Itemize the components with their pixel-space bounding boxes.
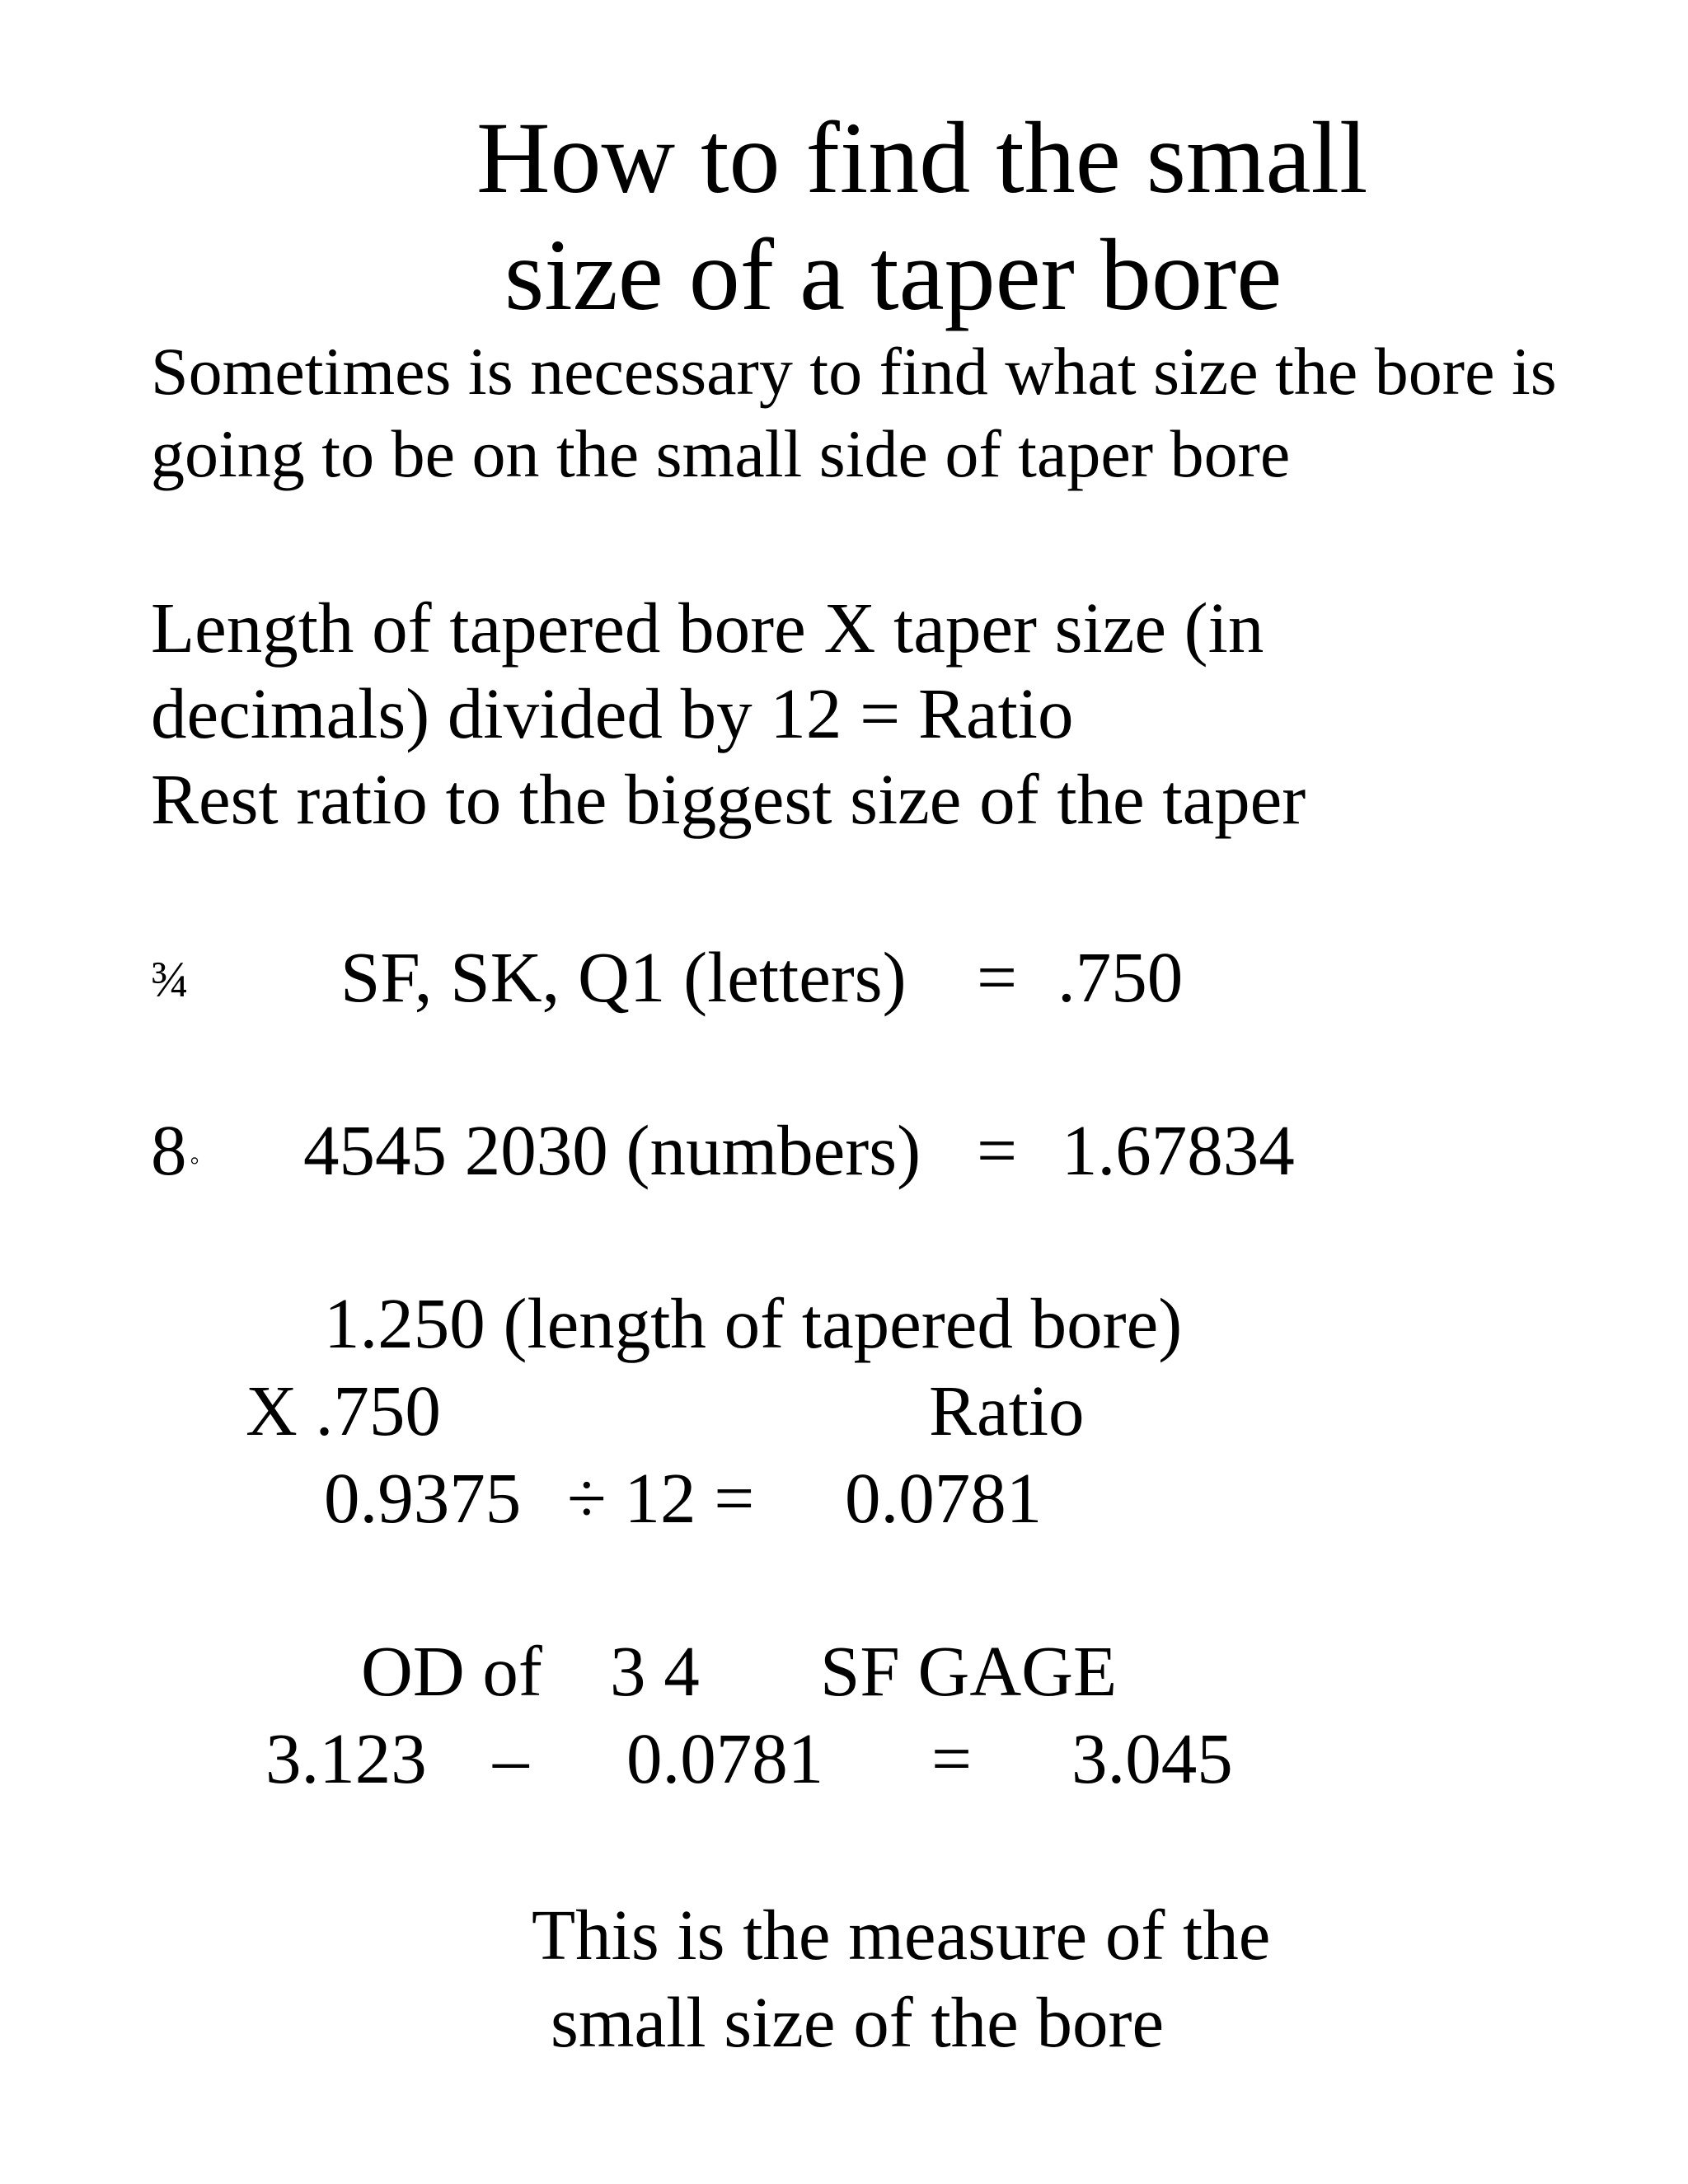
example-multiplier: X .750	[246, 1371, 441, 1451]
taper-row-2-series: 4545 2030 (numbers)	[303, 1110, 921, 1190]
page-title-line-2: size of a taper bore	[504, 218, 1282, 331]
degree-mark: ◦	[190, 1146, 200, 1176]
gage-result: 3.045	[1071, 1718, 1233, 1798]
page-title-line-1: How to find the small	[476, 101, 1368, 214]
taper-row-1-value: .750	[1057, 937, 1184, 1017]
formula-line-2: decimals) divided by 12 = Ratio	[151, 673, 1074, 753]
intro-line-2: going to be on the small side of taper bore	[151, 416, 1291, 491]
taper-row-2-value: 1.67834	[1062, 1110, 1295, 1190]
gage-od-label: OD of	[361, 1631, 542, 1711]
gage-od-value: 3.123	[265, 1718, 427, 1798]
taper-row-1-equals: =	[977, 937, 1018, 1017]
taper-row-2-taper: 8	[151, 1110, 187, 1190]
example-ratio-value: 0.0781	[845, 1458, 1043, 1538]
gage-equals: =	[931, 1718, 973, 1798]
gage-ratio-value: 0.0781	[626, 1718, 824, 1798]
taper-row-2-equals: =	[977, 1110, 1018, 1190]
formula-line-1: Length of tapered bore X taper size (in	[151, 588, 1264, 668]
example-product: 0.9375	[324, 1458, 522, 1538]
gage-label: SF GAGE	[820, 1631, 1118, 1711]
formula-line-3: Rest ratio to the biggest size of the taper	[151, 759, 1306, 839]
taper-row-1-taper: ¾	[151, 952, 190, 1008]
conclusion-line-1: This is the measure of the	[532, 1895, 1271, 1975]
gage-minus: –	[493, 1718, 529, 1798]
example-length-line: 1.250 (length of tapered bore)	[324, 1283, 1183, 1363]
example-ratio-label: Ratio	[929, 1371, 1085, 1451]
taper-row-1-series: SF, SK, Q1 (letters)	[340, 937, 907, 1017]
conclusion-line-2: small size of the bore	[551, 1982, 1165, 2062]
intro-line-1: Sometimes is necessary to find what size the bore is	[151, 334, 1557, 409]
example-divide: ÷ 12 =	[567, 1458, 755, 1538]
gage-size: 3 4	[610, 1631, 700, 1711]
